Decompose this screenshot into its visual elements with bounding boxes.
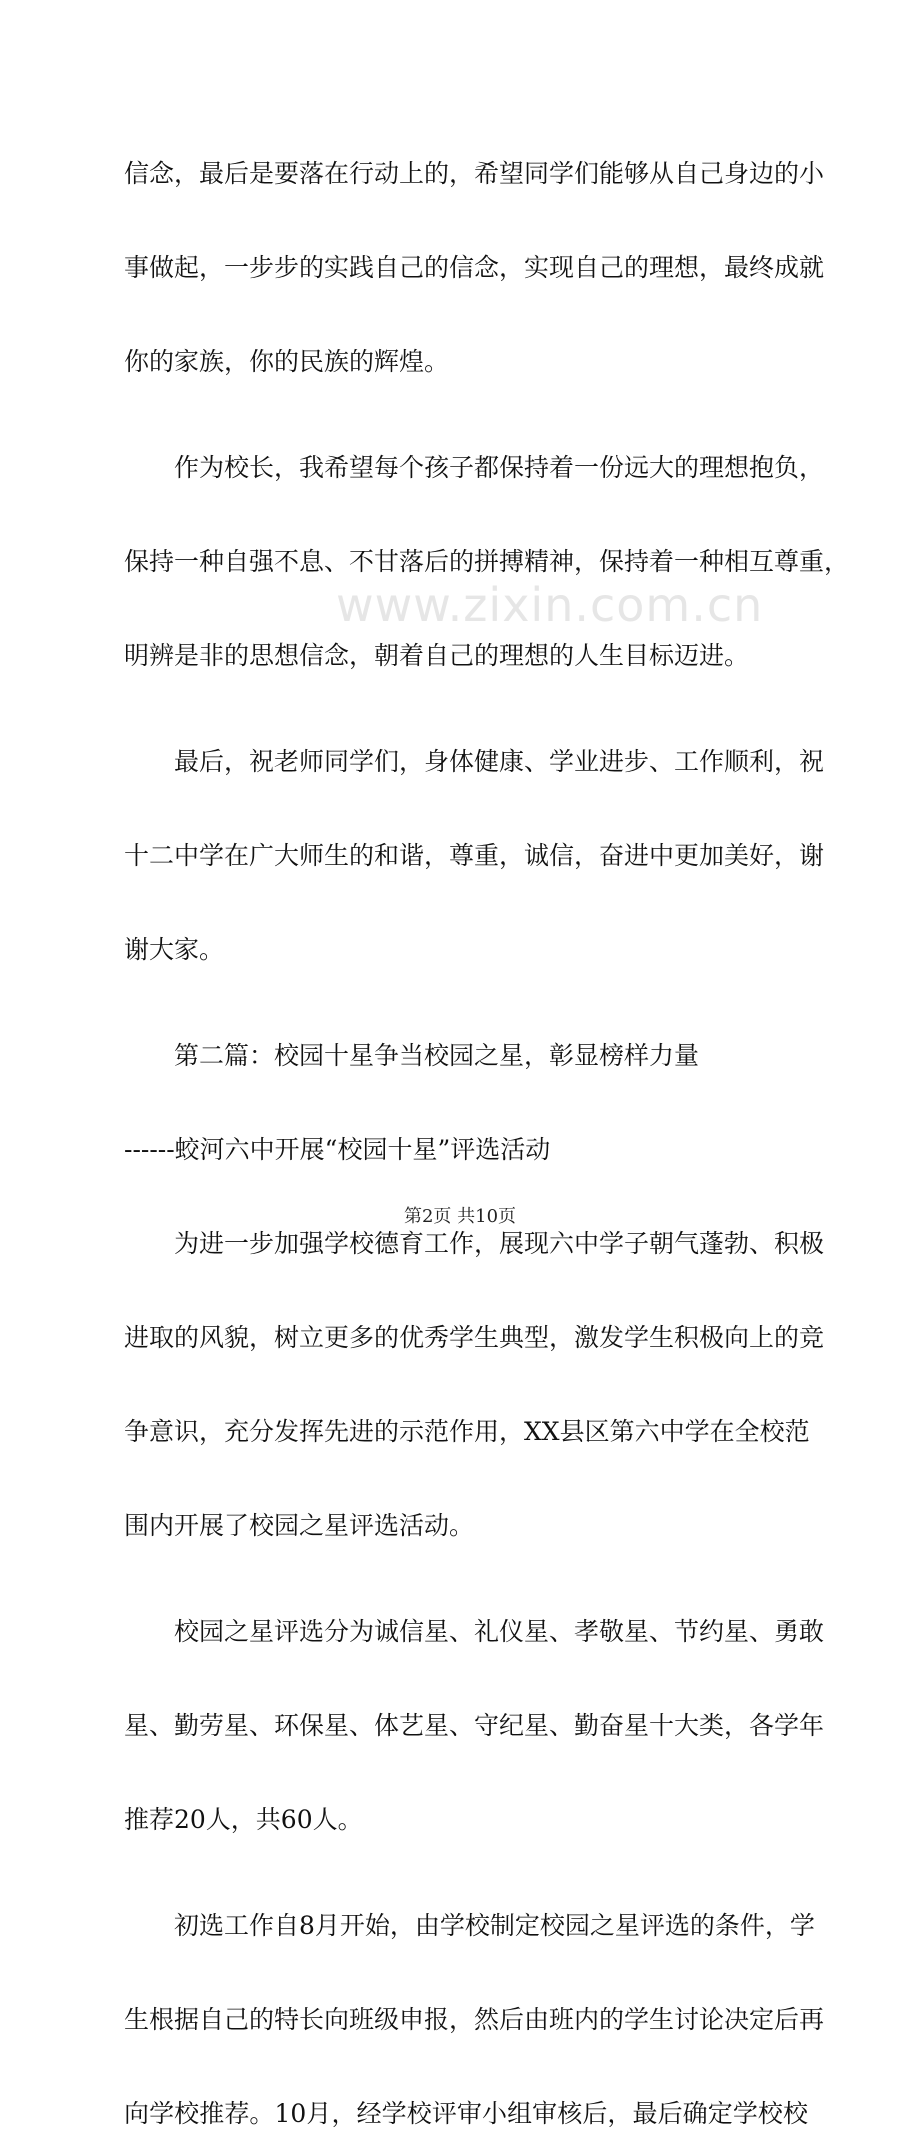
text-line: 争意识，充分发挥先进的示范作用，XX县区第六中学在全校范: [124, 1417, 810, 1446]
text-line: 十二中学在广大师生的和谐，尊重，诚信，奋进中更加美好，谢: [124, 841, 825, 870]
text-line: 谢大家。: [124, 935, 225, 964]
text-line: 信念，最后是要落在行动上的，希望同学们能够从自己身边的小: [124, 159, 825, 188]
text-line: 你的家族，你的民族的辉煌。: [124, 347, 450, 376]
text-line: 围内开展了校园之星评选活动。: [124, 1511, 475, 1540]
section-heading: 第二篇：校园十星争当校园之星，彰显榜样力量: [174, 1041, 700, 1070]
text-line: 作为校长，我希望每个孩子都保持着一份远大的理想抱负，: [174, 453, 825, 482]
text-line: 生根据自己的特长向班级申报，然后由班内的学生讨论决定后再: [124, 2005, 825, 2034]
text-line: 初选工作自8月开始，由学校制定校园之星评选的条件，学: [174, 1911, 815, 1940]
text-line: 校园之星评选分为诚信星、礼仪星、孝敬星、节约星、勇敢: [174, 1617, 825, 1646]
text-line: 为进一步加强学校德育工作，展现六中学子朝气蓬勃、积极: [174, 1229, 825, 1258]
text-line: 事做起，一步步的实践自己的信念，实现自己的理想，最终成就: [124, 253, 825, 282]
section-subtitle: ------蛟河六中开展“校园十星”评选活动: [124, 1135, 551, 1164]
text-line: 推荐20人，共60人。: [124, 1805, 363, 1834]
text-line: 明辨是非的思想信念，朝着自己的理想的人生目标迈进。: [124, 641, 750, 670]
watermark-text: www.zixin.com.cn: [336, 578, 764, 632]
text-line: 进取的风貌，树立更多的优秀学生典型，激发学生积极向上的竞: [124, 1323, 825, 1352]
text-line: 星、勤劳星、环保星、体艺星、守纪星、勤奋星十大类，各学年: [124, 1711, 825, 1740]
text-line: 保持一种自强不息、不甘落后的拼搏精神，保持着一种相互尊重，: [124, 547, 850, 576]
text-line: 向学校推荐。10月，经学校评审小组审核后，最后确定学校校: [124, 2099, 808, 2128]
page-number-footer: 第2页 共10页: [403, 1206, 517, 1227]
document-body: [124, 150, 850, 2137]
text-line: 最后，祝老师同学们，身体健康、学业进步、工作顺利，祝: [174, 747, 825, 776]
